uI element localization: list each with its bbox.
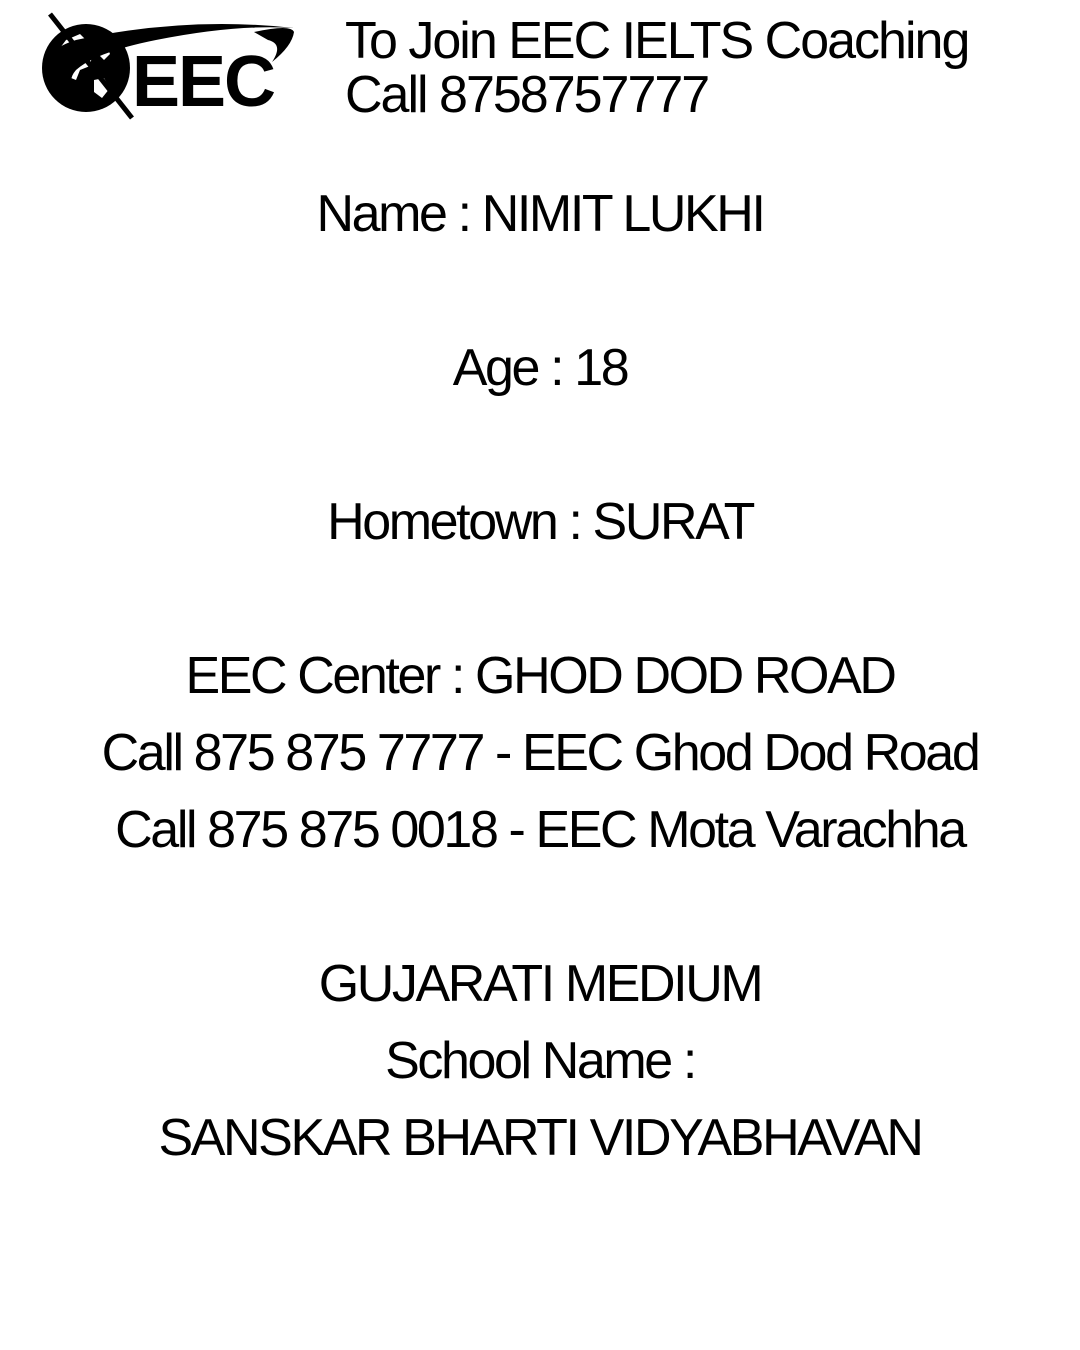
eec-center: EEC Center : GHOD DOD ROAD — [185, 647, 895, 705]
header — [0, 0, 1080, 140]
join-coaching-text: To Join EEC IELTS Coaching — [345, 12, 969, 70]
student-name: Name : NIMIT LUKHI — [316, 185, 764, 243]
student-hometown: Hometown : SURAT — [327, 493, 753, 551]
logo-text: EEC — [132, 42, 275, 122]
call-mota-varachha: Call 875 875 0018 - EEC Mota Varachha — [115, 801, 965, 859]
header-promo — [345, 14, 968, 122]
school-name-label: School Name : — [385, 1032, 695, 1090]
eec-globe-logo-icon — [36, 10, 300, 122]
call-ghod-dod: Call 875 875 7777 - EEC Ghod Dod Road — [101, 724, 979, 782]
eec-logo — [36, 10, 300, 122]
school-name: SANSKAR BHARTI VIDYABHAVAN — [158, 1109, 922, 1167]
student-age: Age : 18 — [452, 339, 628, 397]
school-medium: GUJARATI MEDIUM — [318, 955, 762, 1013]
call-number-text: Call 8758757777 — [345, 66, 709, 124]
